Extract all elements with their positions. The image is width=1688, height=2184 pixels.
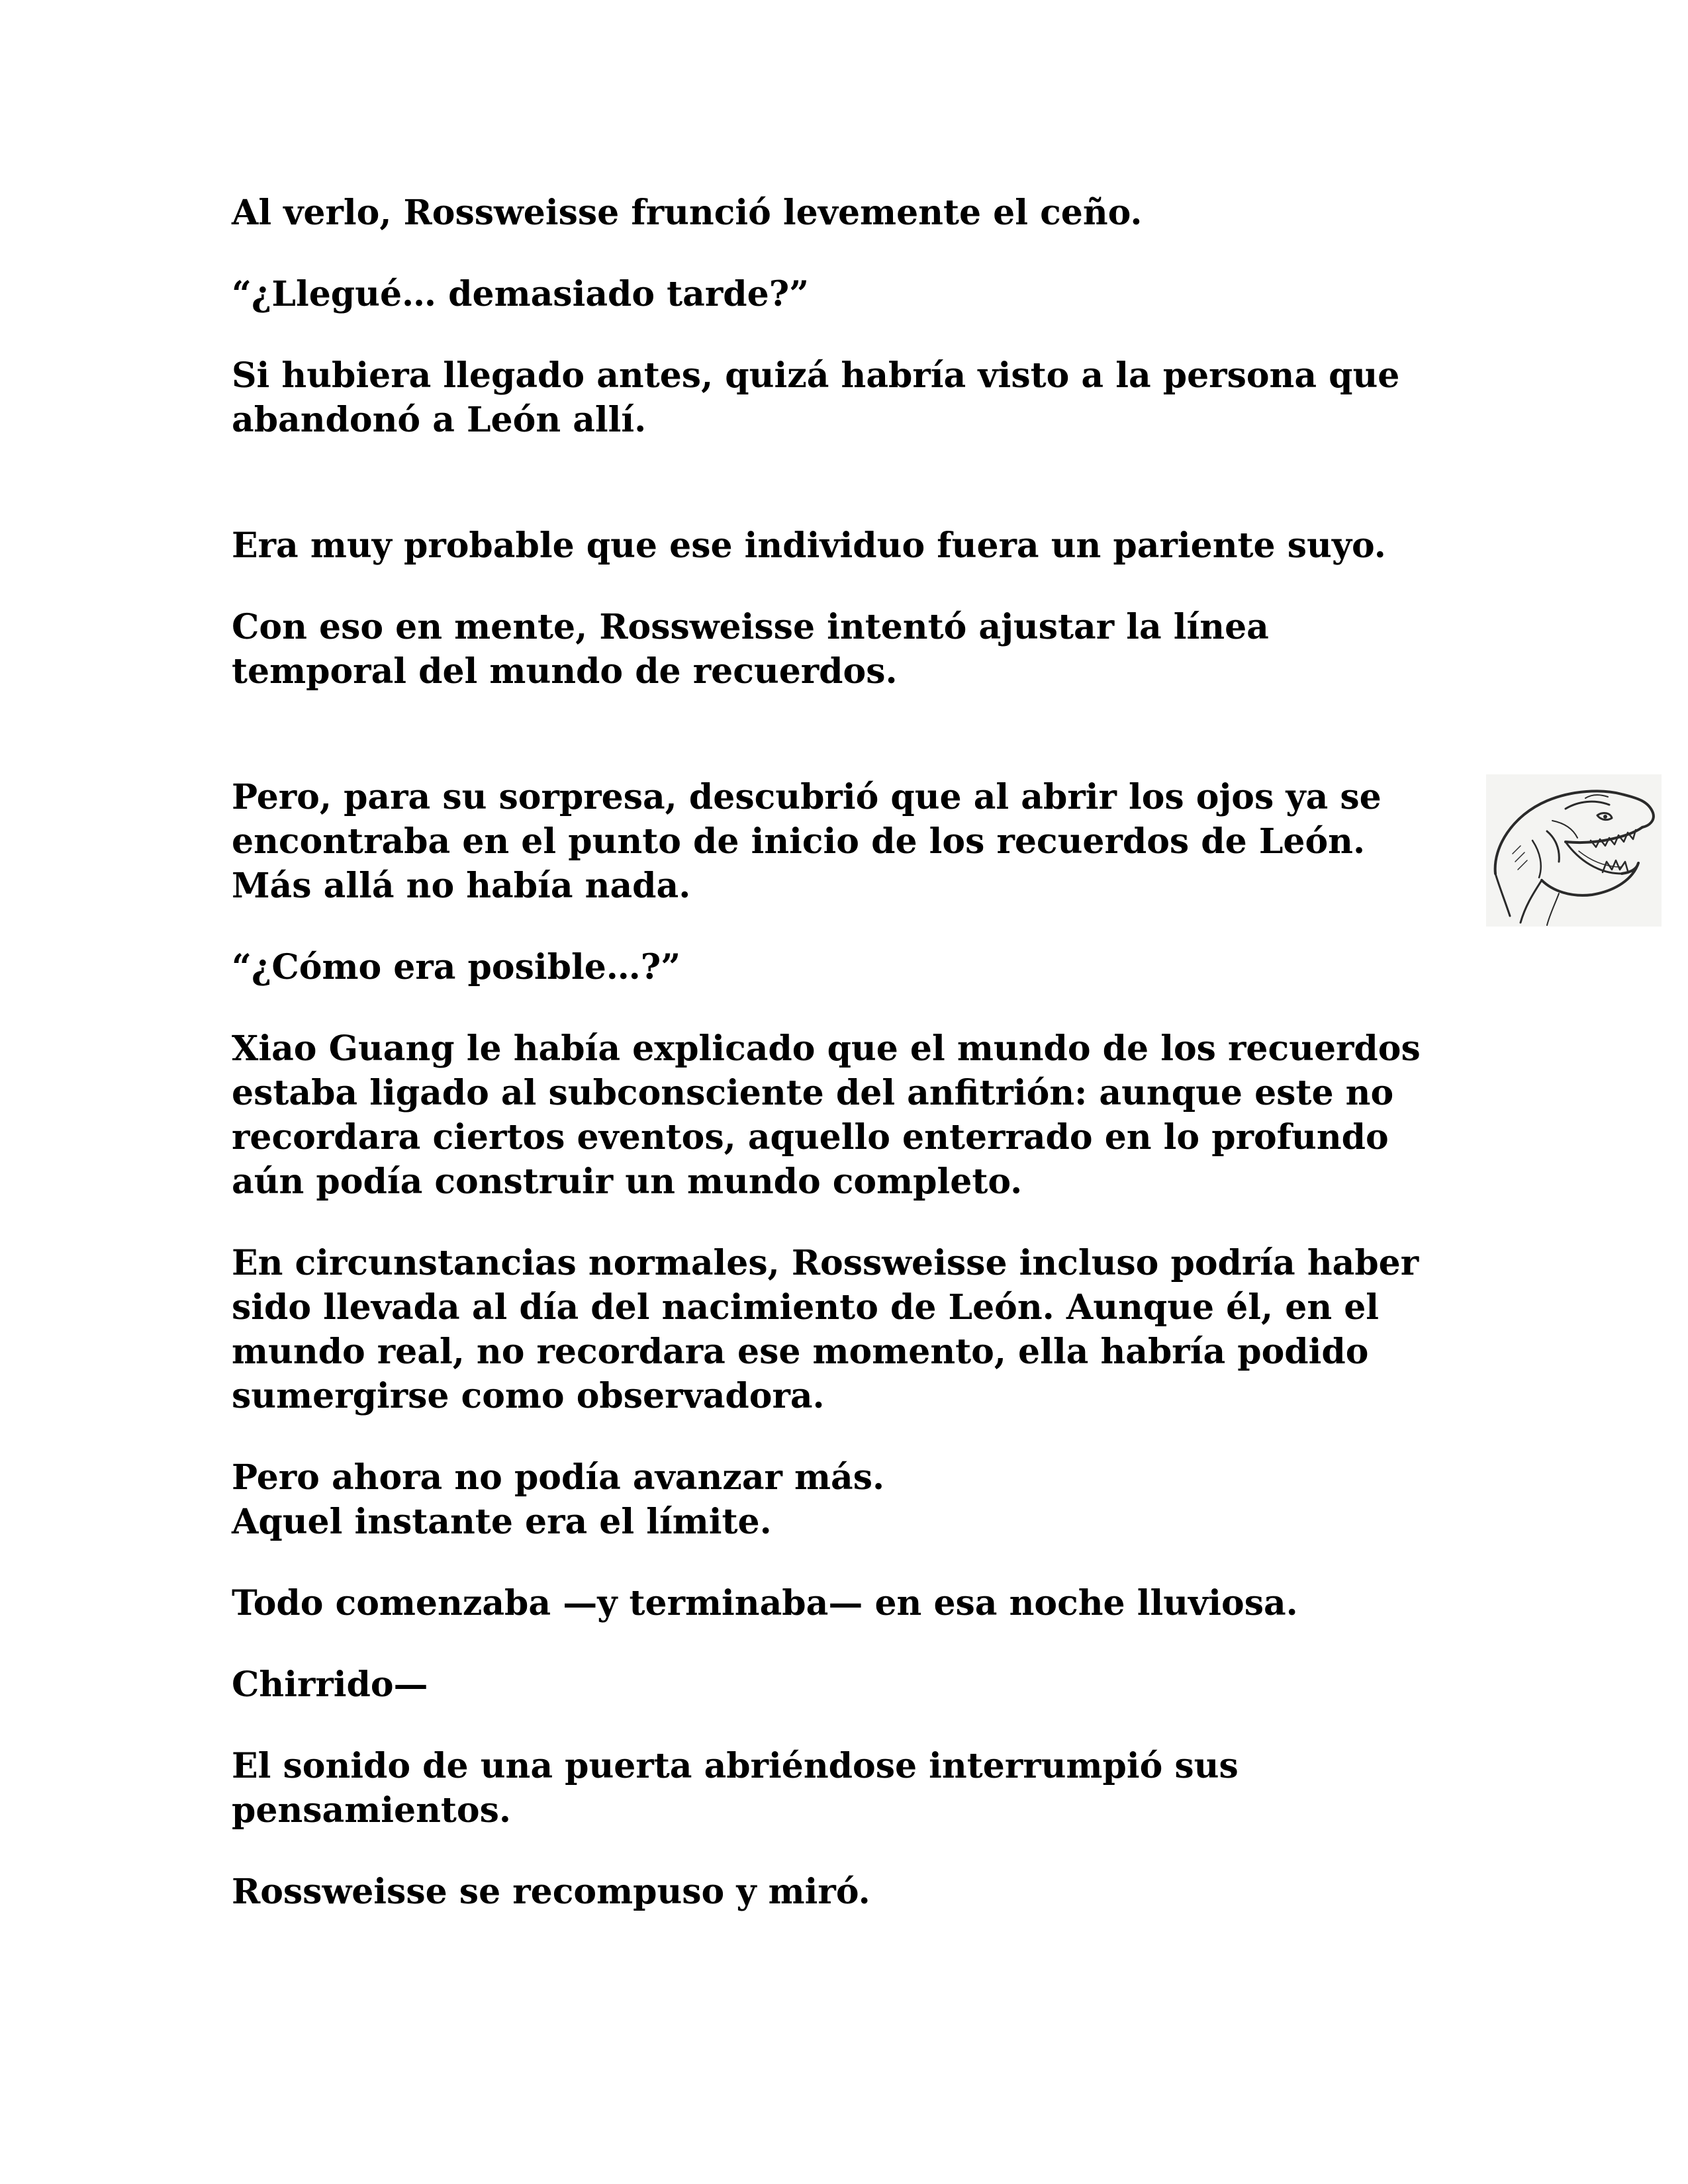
paragraph-5: Con eso en mente, Rossweisse intentó ajustar la línea temporal del mundo de recuerdos. — [232, 607, 1269, 692]
paragraph-14: Rossweisse se recompuso y miró. — [232, 1872, 870, 1912]
paragraph-11: Todo comenzaba —y terminaba— en esa noche lluviosa. — [232, 1583, 1298, 1623]
paragraph-10: Pero ahora no podía avanzar más. Aquel instante era el límite. — [232, 1457, 885, 1542]
paragraph-13: El sonido de una puerta abriéndose interrumpió sus pensamientos. — [232, 1746, 1239, 1831]
paragraph-12: Chirrido— — [232, 1664, 428, 1705]
paragraph-6: Pero, para su sorpresa, descubrió que al abrir los ojos ya se encontraba en el punto de inicio de los recuerdos de León. Más allá no había nada. — [232, 777, 1382, 906]
dinosaur-sketch-icon — [1486, 774, 1662, 927]
paragraph-4: Era muy probable que ese individuo fuera un pariente suyo. — [232, 525, 1386, 566]
paragraph-8: Xiao Guang le había explicado que el mundo de los recuerdos estaba ligado al subconsciente del anfitrión: aunque este no recordara ciertos eventos, aquello enterrado en lo profundo aún podía construir un mundo completo. — [232, 1028, 1421, 1202]
paragraph-7: “¿Cómo era posible…?” — [232, 947, 681, 987]
paragraph-3: Si hubiera llegado antes, quizá habría visto a la persona que abandonó a León allí. — [232, 355, 1400, 440]
paragraph-9: En circunstancias normales, Rossweisse incluso podría haber sido llevada al día del nacimiento de León. Aunque él, en el mundo real, no recordara ese momento, ella habría podido sumergirse como observadora. — [232, 1243, 1419, 1416]
paragraph-2: “¿Llegué… demasiado tarde?” — [232, 274, 810, 314]
story-text — [232, 191, 1489, 1914]
paragraph-1: Al verlo, Rossweisse frunció levemente el ceño. — [232, 193, 1143, 233]
